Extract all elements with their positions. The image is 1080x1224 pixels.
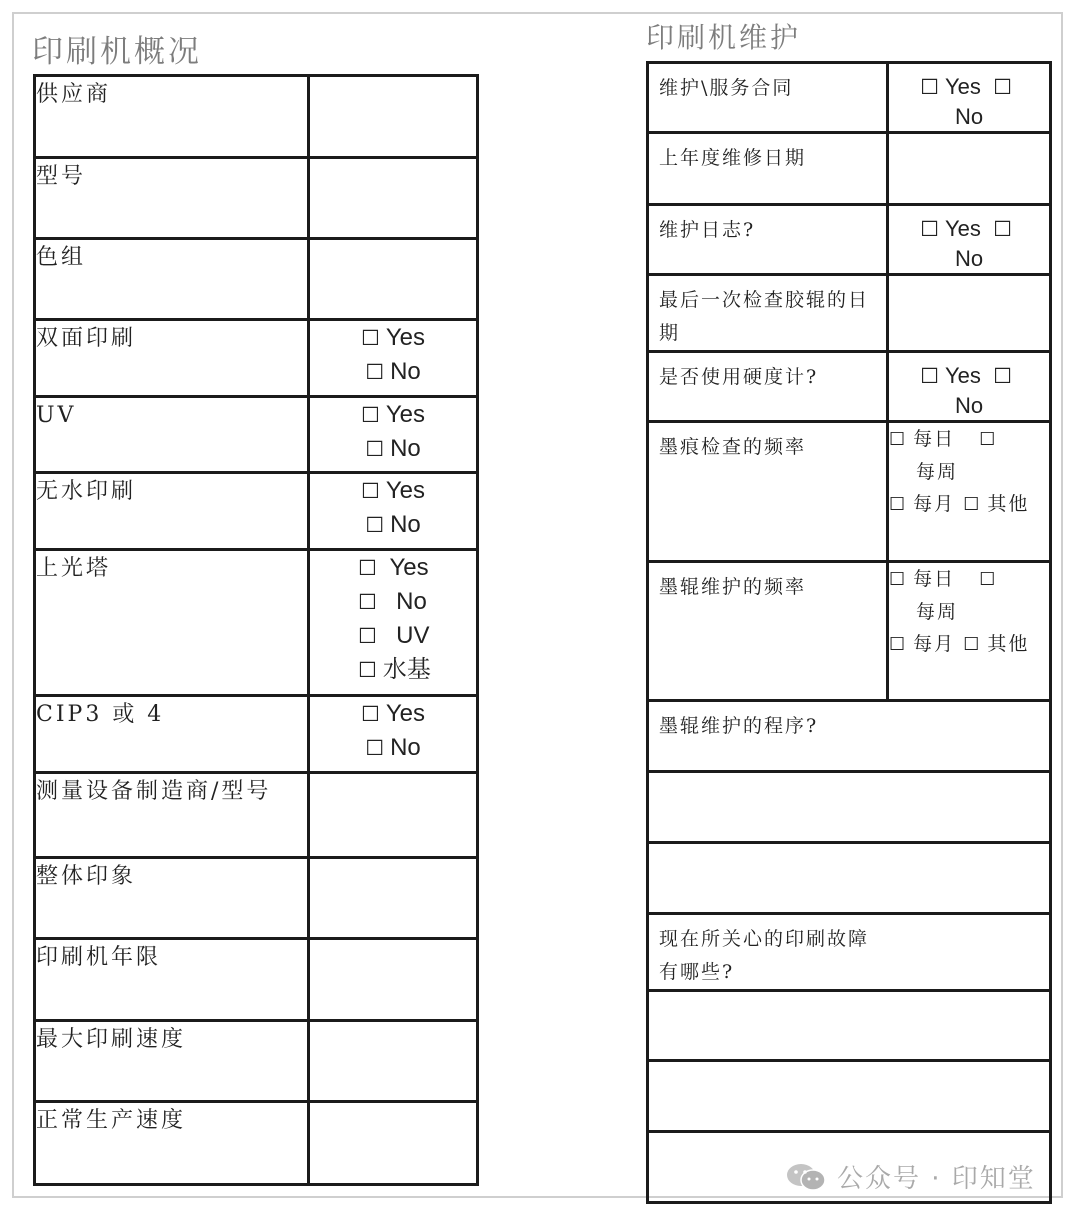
- service-contract-no-option[interactable]: No: [954, 104, 984, 129]
- row-label-uv: UV: [35, 397, 309, 473]
- watermark: [785, 1158, 1036, 1195]
- row-label-last-repair-date: 上年度维修日期: [648, 133, 888, 205]
- table-row: [35, 1102, 478, 1185]
- printer-maintenance-title: 印刷机维护: [646, 21, 802, 54]
- table-row: [35, 239, 478, 320]
- freq-weekly-option[interactable]: 每周: [916, 461, 959, 483]
- uv-yes-option[interactable]: ☐ Yes: [361, 401, 425, 428]
- printer-overview-table: [33, 74, 479, 1186]
- checkbox-icon: ☐: [365, 736, 385, 760]
- checkbox-icon: ☐: [889, 634, 908, 655]
- ink-stripe-frequency-options: [888, 422, 1051, 562]
- table-row: [648, 914, 1051, 991]
- freq-monthly-option[interactable]: ☐ 每月: [889, 633, 956, 655]
- model-field[interactable]: [309, 158, 478, 239]
- checkbox-icon: ☐: [358, 590, 377, 614]
- last-repair-date-field[interactable]: [888, 133, 1051, 205]
- table-row: [648, 133, 1051, 205]
- durometer-option-line: [889, 361, 1049, 391]
- color-units-field[interactable]: [309, 239, 478, 320]
- row-label-coating-tower: 上光塔: [35, 550, 309, 696]
- freq-other-option[interactable]: 其他: [987, 633, 1030, 655]
- table-row: [648, 205, 1051, 275]
- table-row: [648, 1061, 1051, 1132]
- row-label-overall-impression: 整体印象: [35, 858, 309, 939]
- procedure-answer-line-1[interactable]: [648, 772, 1051, 843]
- checkbox-icon: ☐: [365, 360, 385, 384]
- checkbox-icon[interactable]: ☐: [993, 364, 1012, 388]
- cip3-no-option[interactable]: ☐ No: [365, 734, 421, 761]
- row-label-current-print-issues: 现在所关心的印刷故障有哪些?: [648, 914, 1051, 991]
- row-label-press-age: 印刷机年限: [35, 939, 309, 1021]
- table-row: [35, 1021, 478, 1102]
- freq-daily-option[interactable]: ☐ 每日: [889, 568, 956, 590]
- row-label-measuring-device: 测量设备制造商/型号: [35, 773, 309, 858]
- issues-answer-line-2[interactable]: [648, 1061, 1051, 1132]
- row-label-color-units: 色组: [35, 239, 309, 320]
- coating-uv-option[interactable]: ☐ UV: [358, 622, 430, 649]
- row-label-roller-maintenance-procedure: 墨辊维护的程序?: [648, 701, 1051, 772]
- table-row: [648, 422, 1051, 562]
- freq-daily-option[interactable]: ☐ 每日: [889, 428, 956, 450]
- duplex-no-option[interactable]: ☐ No: [365, 358, 421, 385]
- row-label-service-contract: 维护\服务合同: [648, 63, 888, 133]
- service-contract-options: [888, 63, 1051, 133]
- table-row: [648, 991, 1051, 1061]
- table-row: [35, 550, 478, 696]
- maintenance-log-yes-option[interactable]: ☐ Yes: [920, 216, 981, 241]
- measuring-device-field[interactable]: [309, 773, 478, 858]
- checkbox-icon: ☐: [361, 702, 380, 726]
- table-row: [35, 696, 478, 773]
- table-row: [648, 701, 1051, 772]
- checkbox-icon: ☐: [358, 624, 377, 648]
- coating-no-option[interactable]: ☐ No: [358, 588, 427, 615]
- checkbox-icon[interactable]: ☐: [979, 569, 998, 590]
- checkbox-icon[interactable]: ☐: [963, 634, 982, 655]
- table-row: [648, 562, 1051, 701]
- table-row: [35, 773, 478, 858]
- cip3-options: [309, 696, 478, 773]
- printer-overview-title: 印刷机概况: [32, 34, 202, 70]
- checkbox-icon: ☐: [361, 403, 380, 427]
- waterless-options: [309, 473, 478, 550]
- checkbox-icon[interactable]: ☐: [979, 429, 998, 450]
- duplex-yes-option[interactable]: ☐ Yes: [361, 324, 425, 351]
- row-label-roller-check-date: 最后一次检查胶辊的日期: [648, 275, 888, 352]
- table-row: [35, 320, 478, 397]
- checkbox-icon: ☐: [889, 494, 908, 515]
- checkbox-icon: ☐: [358, 556, 377, 580]
- checkbox-icon: ☐: [920, 364, 939, 388]
- table-row: [35, 939, 478, 1021]
- table-row: [35, 858, 478, 939]
- checkbox-icon: ☐: [361, 479, 380, 503]
- durometer-options: [888, 352, 1051, 422]
- checkbox-icon: ☐: [361, 326, 380, 350]
- freq-weekly-option[interactable]: 每周: [916, 601, 959, 623]
- checkbox-icon: ☐: [920, 75, 939, 99]
- normal-speed-field[interactable]: [309, 1102, 478, 1185]
- waterless-no-option[interactable]: ☐ No: [365, 511, 421, 538]
- table-row: [648, 63, 1051, 133]
- service-contract-yes-option[interactable]: ☐ Yes: [920, 74, 981, 99]
- maintenance-log-options: [888, 205, 1051, 275]
- coating-yes-option[interactable]: ☐ Yes: [358, 554, 429, 581]
- row-label-max-speed: 最大印刷速度: [35, 1021, 309, 1102]
- watermark-text: 公众号 · 印知堂: [837, 1164, 1036, 1194]
- row-label-waterless: 无水印刷: [35, 473, 309, 550]
- checkbox-icon: ☐: [889, 429, 908, 450]
- coating-water-option[interactable]: ☐ 水基: [358, 655, 431, 683]
- maintenance-log-option-line: [889, 214, 1049, 244]
- wechat-icon: [785, 1162, 827, 1192]
- checkbox-icon: ☐: [365, 513, 385, 537]
- durometer-no-option[interactable]: No: [954, 393, 984, 418]
- roller-check-date-field[interactable]: [888, 275, 1051, 352]
- coating-tower-options: [309, 550, 478, 696]
- press-age-field[interactable]: [309, 939, 478, 1021]
- checkbox-icon: ☐: [889, 569, 908, 590]
- checkbox-icon[interactable]: ☐: [993, 217, 1012, 241]
- row-label-cip3: CIP3 或 4: [35, 696, 309, 773]
- table-row: [35, 158, 478, 239]
- table-row: [648, 352, 1051, 422]
- service-contract-option-line: [889, 72, 1049, 102]
- table-row: [648, 843, 1051, 914]
- waterless-yes-option[interactable]: ☐ Yes: [361, 477, 425, 504]
- durometer-yes-option[interactable]: ☐ Yes: [920, 363, 981, 388]
- uv-no-option[interactable]: ☐ No: [365, 435, 421, 462]
- row-label-maintenance-log: 维护日志?: [648, 205, 888, 275]
- table-row: [648, 275, 1051, 352]
- row-label-model: 型号: [35, 158, 309, 239]
- checkbox-icon: ☐: [358, 658, 377, 682]
- max-speed-field[interactable]: [309, 1021, 478, 1102]
- cip3-yes-option[interactable]: ☐ Yes: [361, 700, 425, 727]
- overall-impression-field[interactable]: [309, 858, 478, 939]
- maintenance-log-no-option[interactable]: No: [954, 246, 984, 271]
- checkbox-icon[interactable]: ☐: [963, 494, 982, 515]
- table-row: [648, 772, 1051, 843]
- row-label-normal-speed: 正常生产速度: [35, 1102, 309, 1185]
- row-label-durometer: 是否使用硬度计?: [648, 352, 888, 422]
- row-label-duplex: 双面印刷: [35, 320, 309, 397]
- roller-maintenance-frequency-options: [888, 562, 1051, 701]
- freq-other-option[interactable]: 其他: [987, 493, 1030, 515]
- procedure-answer-line-2[interactable]: [648, 843, 1051, 914]
- duplex-options: [309, 320, 478, 397]
- printer-maintenance-table: [646, 61, 1052, 1204]
- checkbox-icon: ☐: [920, 217, 939, 241]
- issues-answer-line-1[interactable]: [648, 991, 1051, 1061]
- supplier-field[interactable]: [309, 76, 478, 158]
- row-label-supplier: 供应商: [35, 76, 309, 158]
- row-label-ink-stripe-frequency: 墨痕检查的频率: [648, 422, 888, 562]
- table-row: [35, 473, 478, 550]
- freq-monthly-option[interactable]: ☐ 每月: [889, 493, 956, 515]
- checkbox-icon: ☐: [365, 437, 385, 461]
- table-row: [35, 76, 478, 158]
- table-row: [35, 397, 478, 473]
- uv-options: [309, 397, 478, 473]
- checkbox-icon[interactable]: ☐: [993, 75, 1012, 99]
- row-label-roller-maintenance-frequency: 墨辊维护的频率: [648, 562, 888, 701]
